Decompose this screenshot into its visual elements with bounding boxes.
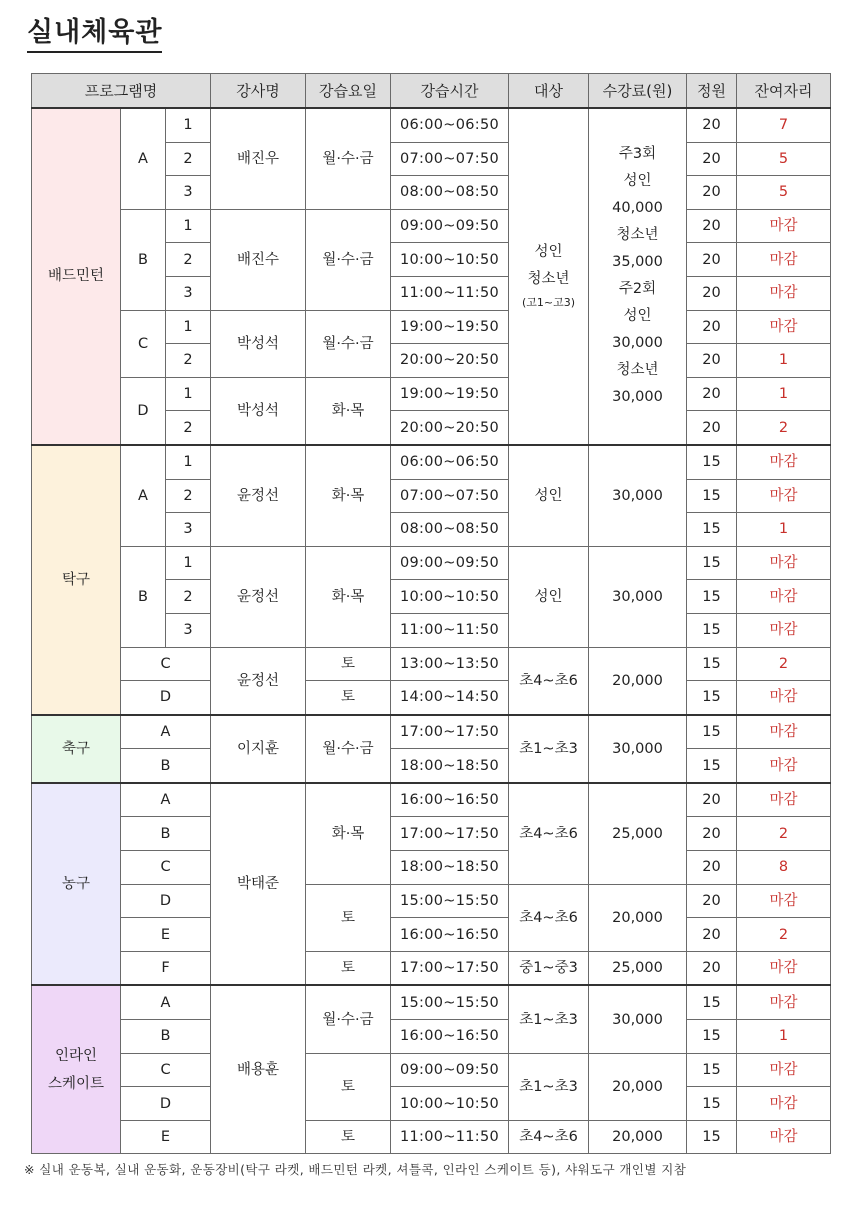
time-cell: 17:00~17:50: [391, 951, 509, 985]
instructor-cell: 이지훈: [211, 715, 306, 783]
fee-cell: 20,000: [589, 1120, 687, 1154]
remaining-cell: 마감: [737, 243, 831, 277]
class-cell: A: [121, 108, 166, 209]
class-cell: E: [121, 918, 211, 952]
time-cell: 09:00~09:50: [391, 546, 509, 580]
fee-line: 40,000: [612, 200, 663, 217]
session-no: 1: [166, 546, 211, 580]
instructor-cell: 박성석: [211, 377, 306, 445]
capacity-cell: 20: [687, 108, 737, 142]
fee-cell: 30,000: [589, 445, 687, 546]
instructor-cell: 윤정선: [211, 445, 306, 546]
remaining-cell: 마감: [737, 276, 831, 310]
remaining-cell: 1: [737, 344, 831, 378]
remaining-cell: 5: [737, 176, 831, 210]
target-cell: 성인: [509, 445, 589, 546]
class-cell: C: [121, 1053, 211, 1087]
table-row: [32, 377, 831, 411]
session-no: 2: [166, 411, 211, 445]
table-row: [32, 749, 831, 783]
time-cell: 10:00~10:50: [391, 243, 509, 277]
time-cell: 11:00~11:50: [391, 276, 509, 310]
target-cell: 초1~초3: [509, 1053, 589, 1120]
time-cell: 16:00~16:50: [391, 1020, 509, 1054]
program-basketball: 농구: [32, 783, 121, 986]
class-cell: D: [121, 1087, 211, 1121]
session-no: 3: [166, 613, 211, 647]
remaining-cell: 마감: [737, 546, 831, 580]
days-cell: 월·수·금: [306, 310, 391, 377]
remaining-cell: 2: [737, 918, 831, 952]
time-cell: 20:00~20:50: [391, 411, 509, 445]
target-cell: 초4~초6: [509, 783, 589, 884]
time-cell: 11:00~11:50: [391, 613, 509, 647]
session-no: 1: [166, 445, 211, 479]
program-soccer: 축구: [32, 715, 121, 783]
days-cell: 월·수·금: [306, 715, 391, 783]
fee-cell: 20,000: [589, 884, 687, 951]
table-row: [32, 783, 831, 817]
capacity-cell: 15: [687, 647, 737, 681]
capacity-cell: 20: [687, 951, 737, 985]
capacity-cell: 20: [687, 783, 737, 817]
capacity-cell: 15: [687, 546, 737, 580]
instructor-cell: 윤정선: [211, 546, 306, 647]
target-cell: [509, 108, 589, 445]
capacity-cell: 15: [687, 513, 737, 547]
capacity-cell: 15: [687, 985, 737, 1019]
time-cell: 11:00~11:50: [391, 1120, 509, 1154]
capacity-cell: 20: [687, 243, 737, 277]
time-cell: 20:00~20:50: [391, 344, 509, 378]
table-row: [32, 884, 831, 918]
remaining-cell: 2: [737, 411, 831, 445]
table-row: [32, 681, 831, 715]
remaining-cell: 마감: [737, 1120, 831, 1154]
capacity-cell: 15: [687, 479, 737, 513]
time-cell: 19:00~19:50: [391, 310, 509, 344]
instructor-cell: 박성석: [211, 310, 306, 377]
time-cell: 06:00~06:50: [391, 445, 509, 479]
class-cell: C: [121, 851, 211, 885]
remaining-cell: 5: [737, 142, 831, 176]
session-no: 2: [166, 243, 211, 277]
time-cell: 18:00~18:50: [391, 749, 509, 783]
capacity-cell: 15: [687, 1120, 737, 1154]
table-row: [32, 817, 831, 851]
schedule-table: [31, 73, 831, 1154]
remaining-cell: 1: [737, 377, 831, 411]
header-time: 강습시간: [391, 74, 509, 109]
fee-cell: 25,000: [589, 951, 687, 985]
days-cell: 월·수·금: [306, 985, 391, 1053]
remaining-cell: 마감: [737, 1087, 831, 1121]
header-program: 프로그램명: [32, 74, 211, 109]
class-cell: D: [121, 377, 166, 445]
class-cell: F: [121, 951, 211, 985]
instructor-cell: 윤정선: [211, 647, 306, 715]
time-cell: 10:00~10:50: [391, 1087, 509, 1121]
class-cell: A: [121, 783, 211, 817]
table-row: [32, 1020, 831, 1054]
instructor-cell: 배진수: [211, 209, 306, 310]
table-row: [32, 647, 831, 681]
program-name-line: 스케이트: [47, 1075, 105, 1092]
table-row: [32, 209, 831, 243]
remaining-cell: 2: [737, 647, 831, 681]
days-cell: 토: [306, 1120, 391, 1154]
remaining-cell: 마감: [737, 613, 831, 647]
capacity-cell: 15: [687, 613, 737, 647]
target-line: 청소년: [527, 271, 570, 288]
session-no: 3: [166, 276, 211, 310]
class-cell: B: [121, 1020, 211, 1054]
class-cell: A: [121, 985, 211, 1019]
header-remaining: 잔여자리: [737, 74, 831, 109]
target-cell: 초1~초3: [509, 715, 589, 783]
fee-line: 35,000: [612, 254, 663, 271]
class-cell: D: [121, 681, 211, 715]
fee-line: 청소년: [616, 227, 659, 244]
fee-line: 주2회: [618, 281, 657, 298]
target-cell: 중1~중3: [509, 951, 589, 985]
fee-cell: 30,000: [589, 715, 687, 783]
capacity-cell: 20: [687, 851, 737, 885]
fee-cell: 25,000: [589, 783, 687, 884]
remaining-cell: 마감: [737, 209, 831, 243]
capacity-cell: 15: [687, 749, 737, 783]
remaining-cell: 1: [737, 513, 831, 547]
session-no: 2: [166, 142, 211, 176]
target-line: (고1~고3): [521, 296, 576, 310]
fee-line: 30,000: [612, 389, 663, 406]
remaining-cell: 마감: [737, 715, 831, 749]
time-cell: 13:00~13:50: [391, 647, 509, 681]
days-cell: 토: [306, 951, 391, 985]
fee-cell: 20,000: [589, 1053, 687, 1120]
remaining-cell: 마감: [737, 951, 831, 985]
session-no: 1: [166, 209, 211, 243]
remaining-cell: 마감: [737, 445, 831, 479]
capacity-cell: 20: [687, 817, 737, 851]
target-cell: 초4~초6: [509, 1120, 589, 1154]
capacity-cell: 20: [687, 918, 737, 952]
remaining-cell: 마감: [737, 884, 831, 918]
days-cell: 토: [306, 647, 391, 681]
session-no: 1: [166, 310, 211, 344]
fee-line: 30,000: [612, 335, 663, 352]
remaining-cell: 마감: [737, 580, 831, 614]
session-no: 1: [166, 108, 211, 142]
remaining-cell: 1: [737, 1020, 831, 1054]
instructor-cell: 배용훈: [211, 985, 306, 1153]
table-row: [32, 108, 831, 142]
table-row: [32, 445, 831, 479]
time-cell: 09:00~09:50: [391, 1053, 509, 1087]
header-fee: 수강료(원): [589, 74, 687, 109]
program-name-line: 인라인: [54, 1047, 98, 1064]
fee-cell: [589, 108, 687, 445]
program-inline-skate: [32, 985, 121, 1153]
days-cell: 토: [306, 884, 391, 951]
table-row: [32, 1053, 831, 1087]
table-row: [32, 918, 831, 952]
table-row: [32, 546, 831, 580]
class-cell: B: [121, 817, 211, 851]
table-row: [32, 1087, 831, 1121]
class-cell: B: [121, 546, 166, 647]
fee-line: 성인: [623, 308, 652, 325]
class-cell: A: [121, 715, 211, 749]
time-cell: 10:00~10:50: [391, 580, 509, 614]
days-cell: 월·수·금: [306, 209, 391, 310]
session-no: 3: [166, 513, 211, 547]
class-cell: B: [121, 749, 211, 783]
table-row: [32, 310, 831, 344]
header-row: [32, 74, 831, 109]
table-row: [32, 1120, 831, 1154]
target-cell: 성인: [509, 546, 589, 647]
remaining-cell: 마감: [737, 1053, 831, 1087]
capacity-cell: 15: [687, 580, 737, 614]
remaining-cell: 마감: [737, 479, 831, 513]
fee-line: 청소년: [616, 362, 659, 379]
instructor-cell: 배진우: [211, 108, 306, 209]
remaining-cell: 7: [737, 108, 831, 142]
days-cell: 화·목: [306, 377, 391, 445]
time-cell: 08:00~08:50: [391, 513, 509, 547]
fee-line: 주3회: [618, 146, 657, 163]
instructor-cell: 박태준: [211, 783, 306, 986]
session-no: 1: [166, 377, 211, 411]
session-no: 3: [166, 176, 211, 210]
header-capacity: 정원: [687, 74, 737, 109]
time-cell: 08:00~08:50: [391, 176, 509, 210]
fee-cell: 30,000: [589, 985, 687, 1053]
class-cell: B: [121, 209, 166, 310]
header-target: 대상: [509, 74, 589, 109]
remaining-cell: 마감: [737, 783, 831, 817]
capacity-cell: 20: [687, 377, 737, 411]
session-no: 2: [166, 344, 211, 378]
time-cell: 17:00~17:50: [391, 817, 509, 851]
remaining-cell: 8: [737, 851, 831, 885]
capacity-cell: 20: [687, 176, 737, 210]
capacity-cell: 20: [687, 142, 737, 176]
remaining-cell: 마감: [737, 681, 831, 715]
days-cell: 토: [306, 1053, 391, 1120]
days-cell: 월·수·금: [306, 108, 391, 209]
time-cell: 16:00~16:50: [391, 783, 509, 817]
fee-cell: 20,000: [589, 647, 687, 715]
program-badminton: 배드민턴: [32, 108, 121, 445]
days-cell: 화·목: [306, 546, 391, 647]
class-cell: E: [121, 1120, 211, 1154]
capacity-cell: 20: [687, 276, 737, 310]
target-line: 성인: [534, 244, 563, 261]
table-row: [32, 715, 831, 749]
remaining-cell: 2: [737, 817, 831, 851]
capacity-cell: 15: [687, 1020, 737, 1054]
fee-line: 성인: [623, 173, 652, 190]
days-cell: 화·목: [306, 445, 391, 546]
capacity-cell: 15: [687, 715, 737, 749]
header-days: 강습요일: [306, 74, 391, 109]
time-cell: 16:00~16:50: [391, 918, 509, 952]
target-cell: 초4~초6: [509, 884, 589, 951]
time-cell: 07:00~07:50: [391, 479, 509, 513]
time-cell: 06:00~06:50: [391, 108, 509, 142]
time-cell: 19:00~19:50: [391, 377, 509, 411]
target-cell: 초1~초3: [509, 985, 589, 1053]
program-pingpong: 탁구: [32, 445, 121, 715]
class-cell: C: [121, 647, 211, 681]
time-cell: 09:00~09:50: [391, 209, 509, 243]
footnote: ※ 실내 운동복, 실내 운동화, 운동장비(탁구 라켓, 배드민턴 라켓, 셔틀콕, 인라인 스케이트 등), 샤워도구 개인별 지참: [24, 1162, 687, 1177]
days-cell: 화·목: [306, 783, 391, 884]
capacity-cell: 15: [687, 681, 737, 715]
session-no: 2: [166, 580, 211, 614]
header-instructor: 강사명: [211, 74, 306, 109]
capacity-cell: 15: [687, 1053, 737, 1087]
session-no: 2: [166, 479, 211, 513]
remaining-cell: 마감: [737, 985, 831, 1019]
capacity-cell: 20: [687, 209, 737, 243]
time-cell: 14:00~14:50: [391, 681, 509, 715]
capacity-cell: 20: [687, 884, 737, 918]
capacity-cell: 20: [687, 344, 737, 378]
days-cell: 토: [306, 681, 391, 715]
fee-cell: 30,000: [589, 546, 687, 647]
time-cell: 18:00~18:50: [391, 851, 509, 885]
capacity-cell: 15: [687, 1087, 737, 1121]
capacity-cell: 20: [687, 411, 737, 445]
target-cell: 초4~초6: [509, 647, 589, 715]
class-cell: C: [121, 310, 166, 377]
time-cell: 15:00~15:50: [391, 985, 509, 1019]
page-title: 실내체육관: [27, 16, 162, 53]
table-row: [32, 951, 831, 985]
remaining-cell: 마감: [737, 310, 831, 344]
capacity-cell: 15: [687, 445, 737, 479]
class-cell: A: [121, 445, 166, 546]
time-cell: 15:00~15:50: [391, 884, 509, 918]
capacity-cell: 20: [687, 310, 737, 344]
time-cell: 07:00~07:50: [391, 142, 509, 176]
remaining-cell: 마감: [737, 749, 831, 783]
table-row: [32, 985, 831, 1019]
table-row: [32, 851, 831, 885]
time-cell: 17:00~17:50: [391, 715, 509, 749]
class-cell: D: [121, 884, 211, 918]
